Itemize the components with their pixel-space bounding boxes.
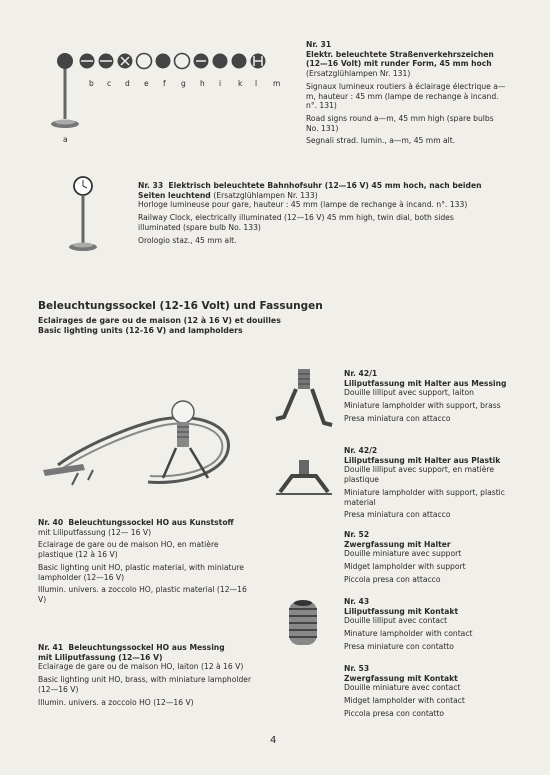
item-number: Nr. 40 [38, 518, 64, 527]
lighting-unit-illustration [38, 370, 258, 500]
lampholder-plastic-illustration [272, 458, 337, 503]
item-nr42-1 [344, 369, 524, 427]
item-text-en: Midget lampholder with contact [344, 696, 465, 706]
item-nr41 [38, 643, 253, 710]
item-text-fr: Douille miniature avec contact [344, 683, 461, 693]
item-text-it: Piccola presa con attacco [344, 574, 441, 584]
item-number: Nr. 42/2 [344, 446, 378, 455]
item-text-fr: Horloge lumineuse pour gare, hauteur : 45 mm (lampe de rechange à incand. n°. 133) [138, 200, 468, 210]
sign-letter: d [125, 79, 130, 88]
item-text-en: Railway Clock, electrically illuminated (12—16 V) 45 mm high, twin dial, both sides illuminated (spare bulb No. 133) [138, 213, 454, 232]
item-text-it: Illumin. univers. a zoccolo HO, plastic material (12—16 V) [38, 585, 247, 605]
item-text-it: Segnali strad. lumin., a—m, 45 mm alt. [306, 136, 456, 146]
item-title: Elektrisch beleuchtete Bahnhofsuhr (12—16 V) 45 mm hoch, nach beiden Seiten leuchtend [138, 181, 482, 200]
item-text-en: Basic lighting unit HO, plastic material, with miniature lampholder (12—16 V) [38, 562, 244, 582]
sign-letter: k [238, 79, 243, 88]
item-nr52 [344, 530, 524, 588]
item-nr33 [138, 181, 483, 248]
sign-letter: m [273, 79, 281, 88]
station-clock-illustration [66, 174, 106, 254]
item-text-fr: Eclairage de gare ou de maison HO, laiton (12 à 16 V) [38, 662, 244, 672]
item-number: Nr. 52 [344, 530, 370, 539]
item-text-en: Midget lampholder with support [344, 562, 466, 572]
item-number: Nr. 42/1 [344, 369, 378, 378]
item-text-en: Miniature lampholder with support, brass [344, 401, 501, 411]
item-nr42-2 [344, 446, 524, 523]
item-title: Elektr. beleuchtete Straßenverkehrszeichen [306, 49, 494, 59]
section-subheading [38, 316, 281, 336]
item-text-it: Piccola presa con contatto [344, 708, 445, 718]
sign-letter: i [219, 79, 222, 88]
item-text-fr: Douille lilliput avec contact [344, 616, 448, 626]
item-text-en: Road signs round a—m, 45 mm high (spare bulbs No. 131) [306, 114, 494, 133]
sign-letter: c [107, 79, 112, 88]
item-title: Zwergfassung mit Halter [344, 539, 451, 549]
item-text-fr: Douille miniature avec support [344, 549, 462, 559]
item-text-en: Basic lighting unit HO, brass, with miniature lampholder (12—16 V) [38, 675, 252, 694]
sign-letter: g [181, 79, 186, 88]
item-text-it: Orologio staz., 45 mm alt. [138, 235, 237, 245]
item-title-2: mit Liliputfassung (12—16 V) [38, 652, 163, 662]
road-signs-illustration [48, 48, 298, 148]
section-sub-fr: Eclairages de gare ou de maison (12 à 16 V) et douilles [38, 316, 281, 325]
item-text-it: Presa miniatura con attacco [344, 413, 451, 423]
item-number: Nr. 33 [138, 181, 164, 190]
lampholder-brass-illustration [272, 365, 337, 435]
item-text-fr: Douille lilliput avec support, laiton [344, 388, 474, 398]
item-title-2: (12—16 Volt) mit runder Form, 45 mm hoch [306, 59, 492, 69]
item-text-fr: Douille lilliput avec support, en matière plastique [344, 465, 495, 485]
lampholder-contact-illustration [284, 597, 324, 652]
item-note: (Ersatzglühlampen Nr. 133) [213, 190, 318, 200]
item-text-en: Miniature lampholder with support, plastic material [344, 487, 505, 507]
sign-letter: e [144, 79, 149, 88]
sign-letter: h [200, 79, 205, 88]
item-title: Liliputfassung mit Halter aus Messing [344, 378, 507, 388]
item-title: Beleuchtungssockel HO aus Kunststoff [68, 518, 234, 527]
item-number: Nr. 41 [38, 643, 64, 652]
item-number: Nr. 53 [344, 664, 370, 673]
item-number: Nr. 43 [344, 597, 370, 606]
section-sub-en: Basic lighting units (12-16 V) and lampholders [38, 326, 243, 336]
item-text-it: Illumin. univers. a zoccolo HO (12—16 V) [38, 697, 194, 707]
sign-letter-a: a [63, 135, 68, 144]
item-text-fr: Eclairage de gare ou de maison HO, en matière plastique (12 à 16 V) [38, 540, 219, 560]
item-title: Beleuchtungssockel HO aus Messing [68, 643, 225, 652]
item-nr40 [38, 518, 253, 608]
item-text-fr: Signaux lumineux routiers à éclairage électrique a—m, hauteur : 45 mm (lampe de rechange à incand. n°. 131) [306, 81, 506, 111]
item-text-it: Presa miniature con contatto [344, 641, 454, 651]
sign-letter: b [89, 79, 94, 88]
item-title-2: mit Liliputfassung (12— 16 V) [38, 527, 152, 537]
item-title: Liliputfassung mit Halter aus Plastik [344, 455, 501, 465]
item-nr31 [306, 40, 506, 149]
item-text-it: Presa miniatura con attacco [344, 510, 451, 520]
item-note: (Ersatzglühlampen Nr. 131) [306, 69, 411, 79]
page-number: 4 [270, 735, 277, 746]
item-title: Liliputfassung mit Kontakt [344, 606, 459, 616]
section-heading: Beleuchtungssockel (12-16 Volt) und Fassungen [38, 300, 323, 312]
item-number: Nr. 31 [306, 40, 332, 49]
item-title: Zwergfassung mit Kontakt [344, 673, 458, 683]
sign-letter: l [255, 79, 258, 88]
item-nr43 [344, 597, 524, 655]
sign-letter: f [163, 79, 166, 88]
item-nr53 [344, 664, 524, 722]
item-text-en: Minature lampholder with contact [344, 629, 473, 639]
